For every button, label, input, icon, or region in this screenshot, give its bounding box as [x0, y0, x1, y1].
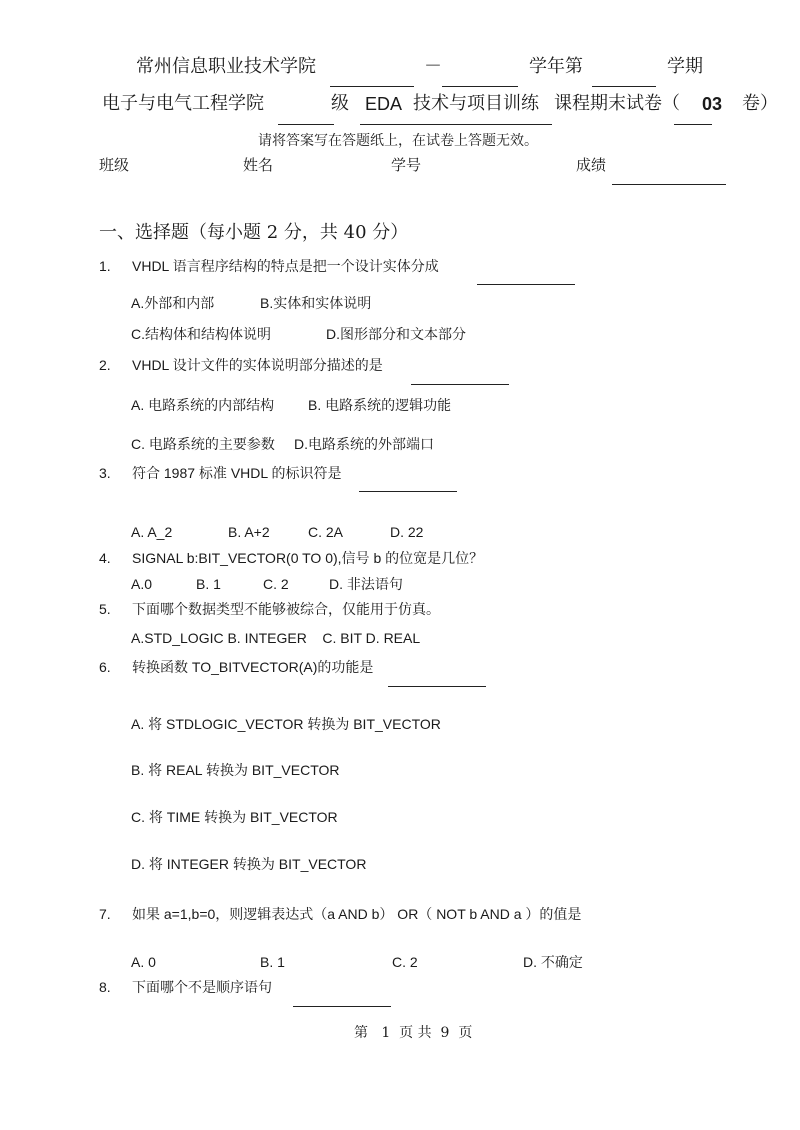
year-end-blank[interactable]: [442, 86, 518, 87]
page-footer: 第 1 页 共 9 页: [354, 1025, 473, 1041]
option-a[interactable]: A.0: [131, 576, 153, 592]
option-d[interactable]: D. 22: [390, 524, 424, 540]
answer-blank[interactable]: [388, 686, 486, 687]
question-text: VHDL 语言程序结构的特点是把一个设计实体分成: [132, 258, 439, 274]
option-d[interactable]: D. 将 INTEGER 转换为 BIT_VECTOR: [131, 856, 367, 872]
options-line[interactable]: A.STD_LOGIC B. INTEGER C. BIT D. REAL: [131, 630, 421, 646]
school-name: 电子与电气工程学院: [102, 93, 264, 114]
question-text: 下面哪个数据类型不能够被综合，仅能用于仿真。: [132, 601, 440, 617]
question-number: 2.: [99, 357, 111, 373]
question-text: 如果 a=1,b=0，则逻辑表达式（a AND b） OR（ NOT b AND a ）的值是: [132, 906, 582, 922]
paper-number-underline: [674, 124, 712, 125]
question-text: 符合 1987 标准 VHDL 的标识符是: [132, 465, 342, 481]
question-number: 1.: [99, 258, 111, 274]
option-d[interactable]: D.图形部分和文本部分: [326, 326, 466, 342]
course-underline: [360, 124, 552, 125]
question-text: 下面哪个不是顺序语句: [132, 979, 272, 995]
option-d[interactable]: D.电路系统的外部端口: [294, 436, 434, 452]
question-number: 5.: [99, 601, 111, 617]
answer-blank[interactable]: [477, 284, 575, 285]
option-d[interactable]: D. 非法语句: [329, 576, 403, 592]
exam-type: 课程期末试卷（: [554, 93, 680, 114]
student-id-label: 学号: [391, 156, 422, 174]
score-blank[interactable]: [612, 184, 726, 185]
option-a[interactable]: A. 将 STDLOGIC_VECTOR 转换为 BIT_VECTOR: [131, 716, 441, 732]
question-number: 8.: [99, 979, 111, 995]
course-code: EDA: [365, 94, 403, 114]
option-c[interactable]: C. 2: [263, 576, 289, 592]
score-label: 成绩: [576, 156, 607, 174]
course-name: 技术与项目训练: [413, 93, 539, 114]
option-c[interactable]: C. 电路系统的主要参数: [131, 436, 275, 452]
grade-label: 级: [331, 93, 349, 114]
question-number: 3.: [99, 465, 111, 481]
option-b[interactable]: B. 1: [196, 576, 221, 592]
paper-number: 03: [702, 94, 723, 114]
year-label: 学年第: [529, 56, 583, 77]
year-start-blank[interactable]: [330, 86, 414, 87]
year-dash: －: [424, 56, 442, 77]
grade-blank[interactable]: [278, 124, 334, 125]
option-c[interactable]: C. 将 TIME 转换为 BIT_VECTOR: [131, 809, 338, 825]
option-a[interactable]: A. 电路系统的内部结构: [131, 397, 275, 413]
name-label: 姓名: [243, 156, 274, 174]
option-b[interactable]: B.实体和实体说明: [260, 295, 372, 311]
question-number: 7.: [99, 906, 111, 922]
option-d[interactable]: D. 不确定: [523, 954, 583, 970]
college-name: 常州信息职业技术学院: [136, 56, 316, 77]
term-blank[interactable]: [592, 86, 656, 87]
answer-notice: 请将答案写在答题纸上，在试卷上答题无效。: [258, 133, 538, 149]
option-b[interactable]: B. 将 REAL 转换为 BIT_VECTOR: [131, 762, 340, 778]
option-b[interactable]: B. A+2: [228, 524, 270, 540]
option-a[interactable]: A. A_2: [131, 524, 173, 540]
question-text: 转换函数 TO_BITVECTOR(A)的功能是: [132, 659, 374, 675]
question-number: 6.: [99, 659, 111, 675]
term-label: 学期: [667, 56, 703, 77]
option-b[interactable]: B. 1: [260, 954, 285, 970]
option-a[interactable]: A. 0: [131, 954, 156, 970]
option-c[interactable]: C. 2A: [308, 524, 344, 540]
answer-blank[interactable]: [293, 1006, 391, 1007]
option-b[interactable]: B. 电路系统的逻辑功能: [308, 397, 452, 413]
option-c[interactable]: C.结构体和结构体说明: [131, 326, 271, 342]
section-title: 一、选择题（每小题 2 分，共 40 分）: [99, 222, 409, 243]
answer-blank[interactable]: [359, 491, 457, 492]
option-c[interactable]: C. 2: [392, 954, 418, 970]
question-text: SIGNAL b:BIT_VECTOR(0 TO 0),信号 b 的位宽是几位？: [132, 550, 484, 566]
option-a[interactable]: A.外部和内部: [131, 295, 215, 311]
question-number: 4.: [99, 550, 111, 566]
answer-blank[interactable]: [411, 384, 509, 385]
paper-suffix: 卷）: [742, 93, 778, 114]
class-label: 班级: [99, 156, 130, 174]
question-text: VHDL 设计文件的实体说明部分描述的是: [132, 357, 383, 373]
